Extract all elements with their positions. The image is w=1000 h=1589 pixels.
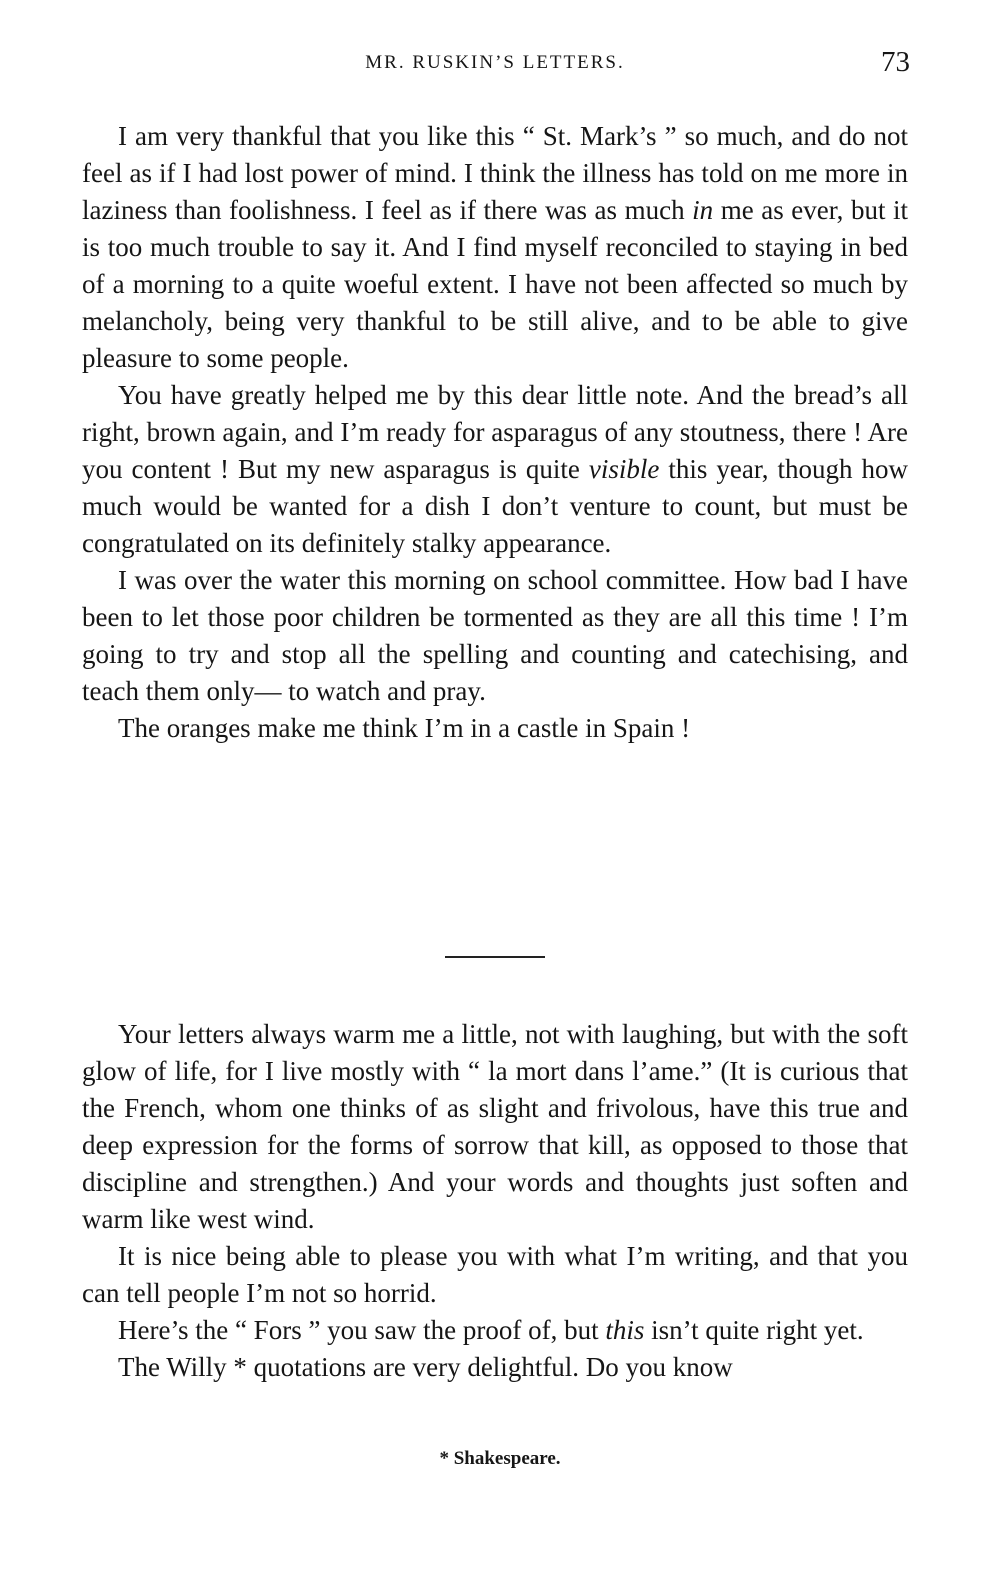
- footnote-marker: *: [439, 1448, 449, 1469]
- paragraph: It is nice being able to please you with what I’m writing, and that you can tell people I’m not so horrid.: [82, 1241, 908, 1308]
- divider-zone: [82, 898, 908, 1016]
- italic-word: this: [605, 1315, 645, 1345]
- footnote: [0, 1448, 1000, 1470]
- paragraph: Here’s the “ Fors ” you saw the proof of, but this isn’t quite right yet.: [118, 1315, 864, 1345]
- footnote-text: Shakespeare.: [453, 1448, 561, 1469]
- paragraph: I was over the water this morning on school committee. How bad I have been to let those poor children be tormented as they are all this time ! I’m going to try and stop all the spelling and counting and catechising, and teach them only— to watch and pray.: [82, 565, 908, 706]
- paragraph: Your letters always warm me a little, not with laughing, but with the soft glow of life, for I live mostly with “ la mort dans l’ame.” (It is curious that the French, whom one thinks of as slight and frivolous, have this true and deep expression for the forms of sorrow that kill, as opposed to those that discipline and strengthen.) And your words and thoughts just soften and warm like west wind.: [82, 1019, 908, 1234]
- letter-1: [82, 118, 908, 898]
- page-header: [80, 46, 910, 86]
- body-text: [82, 118, 908, 1386]
- section-divider: [445, 956, 545, 958]
- italic-word: in: [692, 195, 714, 225]
- paragraph: The Willy * quotations are very delightful. Do you know: [118, 1352, 733, 1382]
- paragraph: You have greatly helped me by this dear little note. And the bread’s all right, brown again, and I’m ready for asparagus of any stoutness, there ! Are you content ! But my new asparagus is quite visible this year, though how much would be wanted for a dish I don’t venture to count, but must be congratulated on its definitely stalky appearance.: [82, 380, 908, 558]
- running-title: MR. RUSKIN’S LETTERS.: [365, 52, 625, 73]
- italic-word: visible: [588, 454, 660, 484]
- paragraph: The oranges make me think I’m in a castle in Spain !: [118, 713, 691, 743]
- paragraph: I am very thankful that you like this “ St. Mark’s ” so much, and do not feel as if I had lost power of mind. I think the illness has told on me more in laziness than foolishness. I feel as if there was as much in me as ever, but it is too much trouble to say it. And I find myself reconciled to staying in bed of a morning to a quite woeful extent. I have not been affected so much by melancholy, being very thankful to be still alive, and to be able to give pleasure to some people.: [82, 121, 908, 373]
- page-number: 73: [881, 46, 910, 78]
- letter-2: [82, 1016, 908, 1386]
